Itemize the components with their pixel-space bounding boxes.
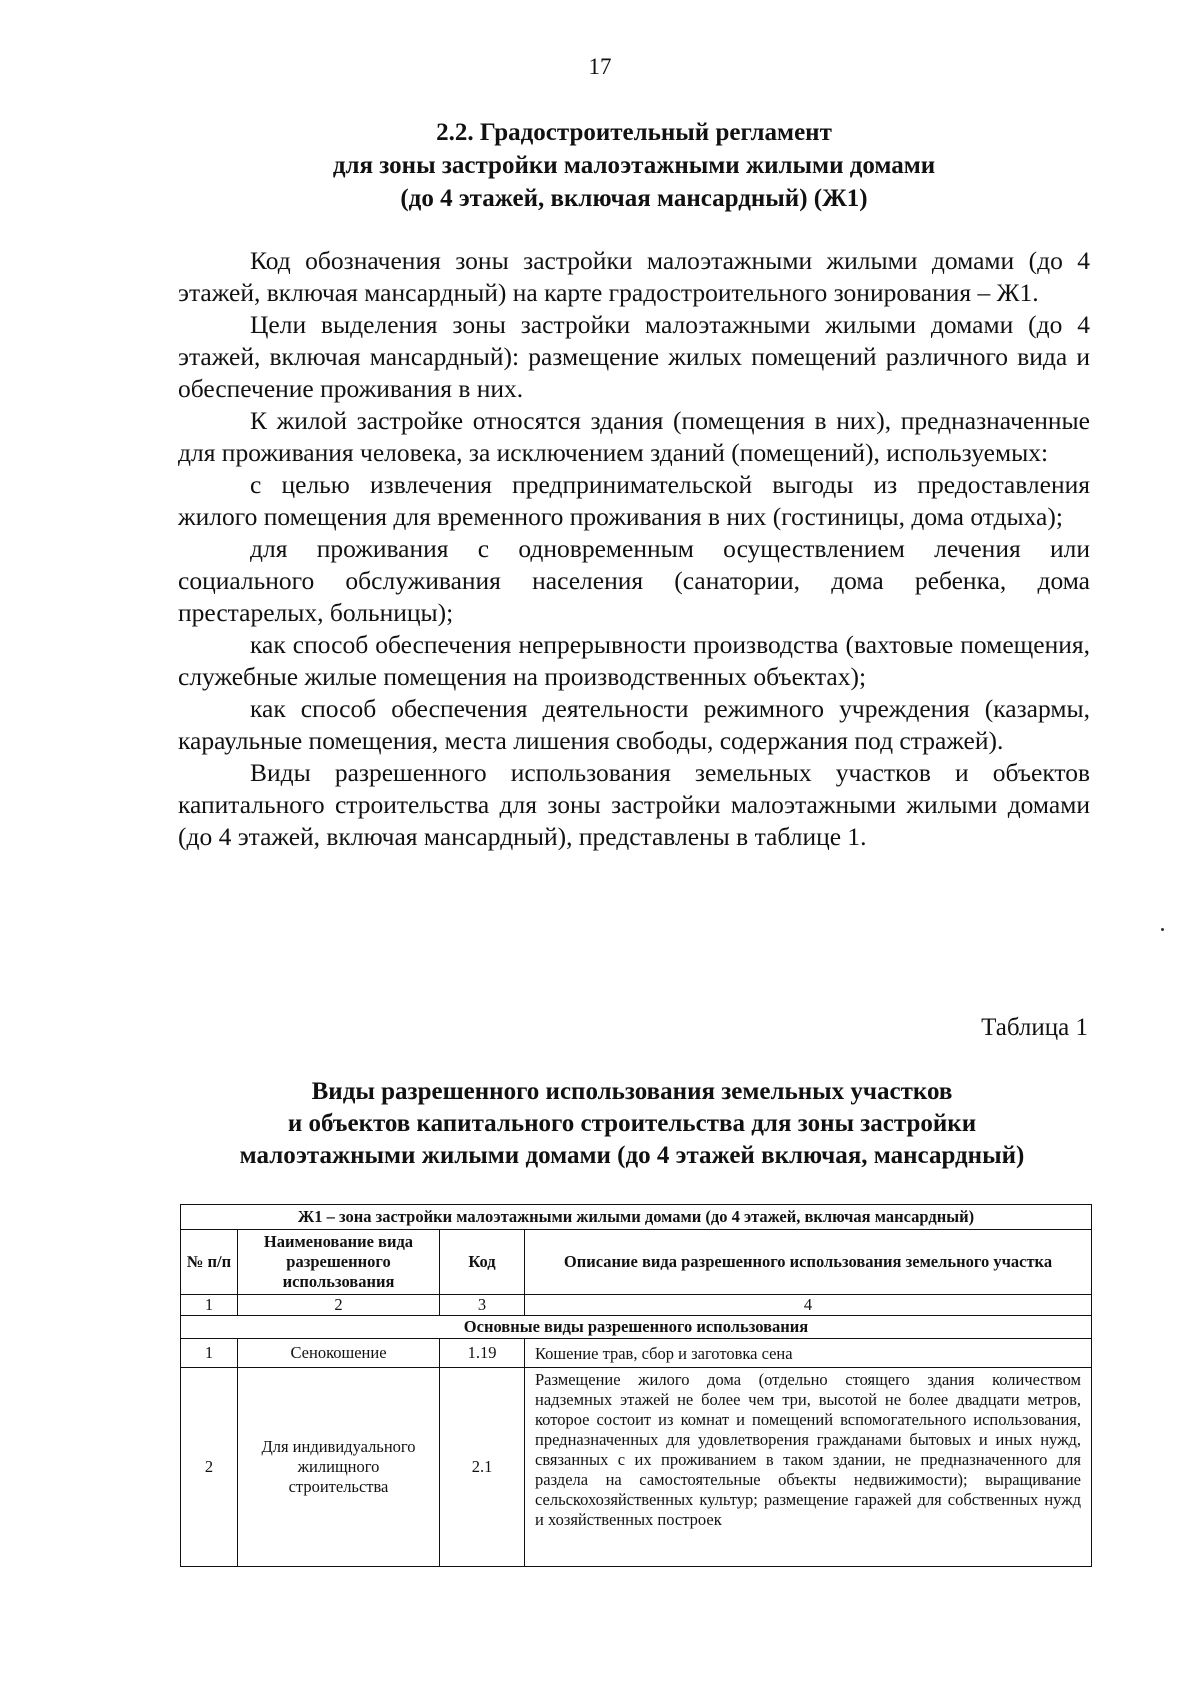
row-use-name: Для индивидуального жилищного строительства xyxy=(238,1368,440,1567)
column-number: 3 xyxy=(440,1295,525,1316)
table-title xyxy=(160,1076,1104,1172)
row-use-name: Сенокошение xyxy=(238,1339,440,1368)
body-text xyxy=(178,245,1090,853)
table-column-header-row xyxy=(181,1230,1092,1295)
section-title-line: 2.2. Градостроительный регламент xyxy=(436,119,832,146)
column-header-name: Наименование вида разрешенного использования xyxy=(238,1230,440,1295)
row-description: Кошение трав, сбор и заготовка сена xyxy=(525,1339,1092,1368)
row-code: 2.1 xyxy=(440,1368,525,1567)
paragraph-exception-treatment: для проживания с одновременным осуществлением лечения или социального обслуживания населения (санатории, дома ребенка, дома престарелых, больницы); xyxy=(178,534,1090,627)
table-row xyxy=(181,1368,1092,1567)
page-number: 17 xyxy=(588,54,612,79)
table-group-label: Основные виды разрешенного использования xyxy=(181,1316,1092,1339)
column-number: 2 xyxy=(238,1295,440,1316)
paragraph-residential-definition: К жилой застройке относятся здания (помещения в них), предназначенные для проживания человека, за исключением зданий (помещений), используемых: xyxy=(178,406,1090,467)
table-title-line: и объектов капитального строительства для зоны застройки xyxy=(287,1110,977,1137)
table-zone-header-row xyxy=(181,1205,1092,1230)
table-row xyxy=(181,1339,1092,1368)
column-header-description: Описание вида разрешенного использования земельного участка xyxy=(525,1230,1092,1295)
column-header-number: № п/п xyxy=(181,1230,238,1295)
land-use-table xyxy=(180,1204,1092,1567)
row-number: 2 xyxy=(181,1368,238,1567)
table-column-number-row xyxy=(181,1295,1092,1316)
row-number: 1 xyxy=(181,1339,238,1368)
paragraph-exception-hotels: с целью извлечения предпринимательской выгоды из предоставления жилого помещения для временного проживания в них (гостиницы, дома отдыха); xyxy=(178,470,1090,531)
paragraph-table-reference: Виды разрешенного использования земельных участков и объектов капитального строительства для зоны застройки малоэтажными жилыми домами (до 4 этажей, включая мансардный), представлены в таблице 1. xyxy=(178,758,1090,851)
column-number: 1 xyxy=(181,1295,238,1316)
table-title-line: малоэтажными жилыми домами (до 4 этажей включая, мансардный) xyxy=(239,1142,1025,1169)
column-number: 4 xyxy=(525,1295,1092,1316)
scan-artifact-dot xyxy=(1161,928,1164,931)
section-title-line: для зоны застройки малоэтажными жилыми домами xyxy=(332,152,936,179)
table-title-line: Виды разрешенного использования земельных участков xyxy=(311,1078,953,1105)
row-description: Размещение жилого дома (отдельно стоящего здания количеством надземных этажей не более чем три, высотой не более двадцати метров, которое состоит из комнат и помещений вспомогательного использования, предназначенных для удовлетворения гражданами бытовых и иных нужд, связанных с их проживанием в таком здании, не предназначенного для раздела на самостоятельные объекты недвижимости); выращивание сельскохозяйственных культур; размещение гаражей для собственных нужд и хозяйственных построек xyxy=(525,1368,1092,1567)
paragraph-zone-code: Код обозначения зоны застройки малоэтажными жилыми домами (до 4 этажей, включая мансардный) на карте градостроительного зонирования – Ж1. xyxy=(178,246,1090,307)
section-title xyxy=(178,116,1090,215)
table-group-row xyxy=(181,1316,1092,1339)
paragraph-exception-production: как способ обеспечения непрерывности производства (вахтовые помещения, служебные жилые помещения на производственных объектах); xyxy=(178,630,1090,691)
section-title-line: (до 4 этажей, включая мансардный) (Ж1) xyxy=(400,185,868,212)
paragraph-zone-goals: Цели выделения зоны застройки малоэтажными жилыми домами (до 4 этажей, включая мансардный): размещение жилых помещений различного вида и обеспечение проживания в них. xyxy=(178,310,1090,403)
table-caption: Таблица 1 xyxy=(981,1014,1088,1041)
table-zone-header: Ж1 – зона застройки малоэтажными жилыми домами (до 4 этажей, включая мансардный) xyxy=(181,1205,1092,1230)
column-header-code: Код xyxy=(440,1230,525,1295)
paragraph-exception-regime: как способ обеспечения деятельности режимного учреждения (казармы, караульные помещения, места лишения свободы, содержания под стражей). xyxy=(178,694,1090,755)
row-code: 1.19 xyxy=(440,1339,525,1368)
